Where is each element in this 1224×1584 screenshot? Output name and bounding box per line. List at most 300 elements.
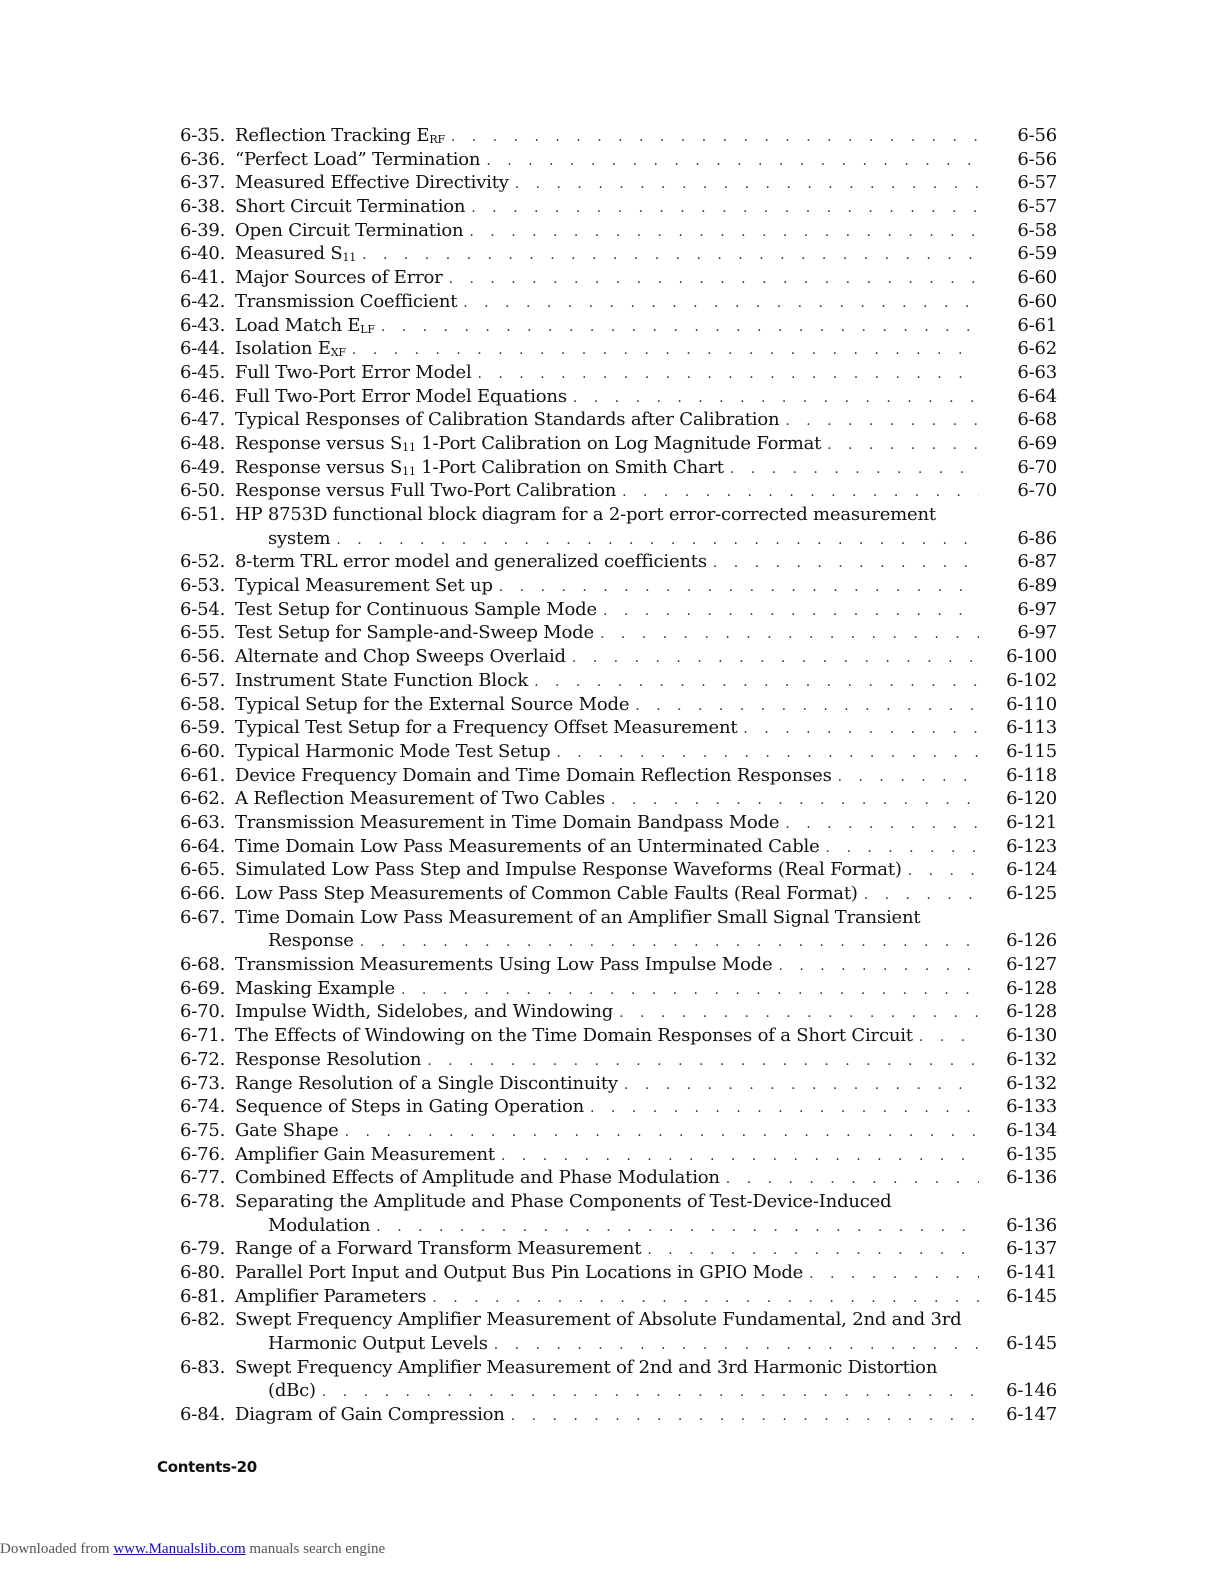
- figure-title-text: Response Resolution: [235, 1048, 422, 1070]
- dot-leader: [713, 552, 979, 576]
- toc-entry[interactable]: [180, 1261, 1057, 1285]
- toc-entry[interactable]: [180, 1403, 1057, 1427]
- figure-title-continuation: (dBc): [268, 1380, 316, 1402]
- page-number: 6-87: [1017, 551, 1057, 573]
- figure-title-text: Short Circuit Termination: [235, 196, 466, 218]
- dot-leader: [785, 813, 979, 837]
- figure-title-text: Transmission Coefficient: [235, 290, 458, 312]
- toc-entry[interactable]: [180, 195, 1057, 219]
- toc-entry[interactable]: [180, 290, 1057, 314]
- figure-title: [235, 574, 499, 598]
- page-number: 6-70: [1017, 480, 1057, 502]
- dot-leader: [401, 979, 979, 1003]
- figure-title-text: Alternate and Chop Sweeps Overlaid: [235, 646, 566, 668]
- figure-number: 6-46.: [180, 385, 226, 407]
- figure-title-subscript: 11: [402, 464, 416, 478]
- figure-title: [235, 195, 471, 219]
- toc-entry[interactable]: [180, 1308, 1057, 1355]
- dot-leader: [556, 742, 979, 766]
- dot-leader: [511, 1405, 979, 1429]
- figure-title: [235, 408, 785, 432]
- page-number: 6-134: [1006, 1119, 1057, 1141]
- toc-entry[interactable]: [180, 858, 1057, 882]
- dot-leader: [534, 671, 979, 695]
- figure-number: 6-43.: [180, 314, 226, 336]
- toc-entry[interactable]: [180, 598, 1057, 622]
- dot-leader: [726, 1168, 979, 1192]
- figure-number: 6-51.: [180, 504, 226, 525]
- page-number: 6-126: [1006, 930, 1057, 952]
- figure-number: 6-82.: [180, 1309, 226, 1331]
- page-number: 6-128: [1006, 1001, 1057, 1023]
- page-number: 6-120: [1006, 788, 1057, 810]
- page-number: 6-125: [1006, 883, 1057, 904]
- page-number: 6-132: [1006, 1048, 1057, 1070]
- dot-leader: [432, 1287, 979, 1311]
- page-number: 6-137: [1006, 1238, 1057, 1260]
- page-number: 6-146: [1006, 1380, 1057, 1402]
- figure-title-text: Range Resolution of a Single Discontinuity: [235, 1072, 618, 1094]
- figure-title-subscript: LF: [360, 322, 375, 336]
- figure-number: 6-36.: [180, 148, 226, 170]
- page-number: 6-133: [1006, 1096, 1057, 1118]
- page-number: 6-136: [1006, 1167, 1057, 1189]
- toc-entry[interactable]: [180, 408, 1057, 432]
- dot-leader: [501, 1145, 979, 1169]
- figure-number: 6-55.: [180, 622, 226, 644]
- figure-title: [235, 977, 401, 1001]
- figure-title: [235, 1285, 432, 1309]
- figure-title-continuation: system: [268, 527, 331, 549]
- figure-title: [235, 787, 611, 811]
- figure-number: 6-84.: [180, 1404, 226, 1426]
- dot-leader: [362, 244, 979, 268]
- page-number: 6-60: [1017, 290, 1057, 312]
- dot-leader: [635, 695, 979, 719]
- figure-title-text: Transmission Measurements Using Low Pass Impulse Mode: [235, 954, 773, 976]
- figure-number: 6-63.: [180, 811, 226, 833]
- dot-leader: [864, 884, 979, 908]
- figure-title: [235, 1119, 345, 1143]
- toc-entry[interactable]: [180, 1119, 1057, 1143]
- figure-number: 6-58.: [180, 693, 226, 715]
- toc-entry[interactable]: [180, 645, 1057, 669]
- page-number: 6-62: [1017, 338, 1057, 360]
- figure-title-text: Combined Effects of Amplitude and Phase Modulation: [235, 1167, 720, 1189]
- figure-number: 6-40.: [180, 243, 226, 265]
- figure-title: [235, 266, 449, 290]
- dot-leader: [471, 197, 979, 221]
- toc-entry[interactable]: [180, 716, 1057, 740]
- figure-title-text: HP 8753D functional block diagram for a 2-port error-corrected measurement: [235, 504, 936, 525]
- toc-entry[interactable]: [180, 835, 1057, 859]
- toc-entry[interactable]: [180, 882, 1057, 906]
- figure-number: 6-65.: [180, 859, 226, 881]
- figure-title: [235, 503, 942, 527]
- dot-leader: [600, 623, 979, 647]
- page-number: 6-135: [1006, 1143, 1057, 1165]
- figure-title: [235, 1308, 967, 1332]
- toc-entry[interactable]: [180, 1237, 1057, 1261]
- page-number: 6-110: [1006, 693, 1057, 715]
- dot-leader: [590, 1097, 979, 1121]
- page-number: 6-97: [1017, 598, 1057, 620]
- page-number: 6-136: [1006, 1214, 1057, 1236]
- figure-title: [235, 1237, 647, 1261]
- page-number: 6-115: [1006, 740, 1057, 762]
- figure-number: 6-53.: [180, 575, 226, 597]
- figure-title: [235, 290, 463, 314]
- toc-entry[interactable]: [180, 764, 1057, 788]
- figure-title-text: Major Sources of Error: [235, 267, 443, 289]
- figure-title: [235, 171, 515, 195]
- figure-title-subscript: 11: [402, 440, 416, 454]
- figure-number: 6-79.: [180, 1238, 226, 1260]
- page-number: 6-56: [1017, 125, 1057, 146]
- page-number: 6-57: [1017, 172, 1057, 194]
- page-number: 6-121: [1006, 811, 1057, 833]
- toc-entry[interactable]: [180, 1356, 1057, 1403]
- dot-leader: [449, 268, 979, 292]
- dot-leader: [619, 1002, 979, 1026]
- figure-number: 6-37.: [180, 172, 226, 194]
- toc-entry[interactable]: [180, 953, 1057, 977]
- dot-leader: [322, 1381, 979, 1405]
- page-number: 6-100: [1006, 646, 1057, 668]
- figure-title-text: Full Two-Port Error Model Equations: [235, 385, 567, 407]
- dot-leader: [838, 766, 979, 790]
- figure-number: 6-60.: [180, 740, 226, 762]
- page-number: 6-130: [1006, 1025, 1057, 1047]
- figure-number: 6-76.: [180, 1143, 226, 1165]
- figure-number: 6-72.: [180, 1048, 226, 1070]
- toc-entry[interactable]: [180, 385, 1057, 409]
- figure-number: 6-70.: [180, 1001, 226, 1023]
- figure-number: 6-48.: [180, 432, 226, 454]
- toc-entry[interactable]: [180, 574, 1057, 598]
- toc-entry[interactable]: [180, 242, 1057, 266]
- figure-title-continuation: Harmonic Output Levels: [268, 1333, 488, 1355]
- figure-title: [235, 219, 469, 243]
- page-number: 6-113: [1006, 717, 1057, 739]
- figure-title-text: Diagram of Gain Compression: [235, 1404, 505, 1426]
- figure-title-text: Separating the Amplitude and Phase Components of Test-Device-Induced: [235, 1190, 892, 1212]
- figure-title-text: Masking Example: [235, 977, 395, 999]
- figure-title: [235, 124, 451, 148]
- page-number: 6-64: [1017, 385, 1057, 407]
- page-number: 6-63: [1017, 361, 1057, 383]
- figure-title-text: Impulse Width, Sidelobes, and Windowing: [235, 1001, 614, 1023]
- figure-title: [235, 550, 713, 574]
- figure-number: 6-47.: [180, 409, 226, 431]
- figure-title-subscript: RF: [429, 133, 445, 146]
- toc-entry[interactable]: [180, 740, 1057, 764]
- figure-title-text: Open Circuit Termination: [235, 219, 464, 241]
- figure-number: 6-54.: [180, 598, 226, 620]
- figure-title: [235, 1166, 726, 1190]
- figure-number: 6-80.: [180, 1262, 226, 1283]
- toc-entry[interactable]: [180, 266, 1057, 290]
- figure-number: 6-52.: [180, 551, 226, 573]
- figure-title: [235, 148, 486, 172]
- toc-entry[interactable]: [180, 432, 1057, 456]
- toc-entry[interactable]: [180, 811, 1057, 835]
- figure-number: 6-42.: [180, 290, 226, 312]
- figure-title-text: Swept Frequency Amplifier Measurement of Absolute Fundamental, 2nd and 3rd: [235, 1309, 962, 1331]
- toc-entry[interactable]: [180, 361, 1057, 385]
- manualslib-link[interactable]: www.Manualslib.com: [113, 1541, 246, 1557]
- page-number: 6-58: [1017, 219, 1057, 241]
- figure-title: [235, 361, 478, 385]
- toc-entry[interactable]: [180, 148, 1057, 172]
- dot-leader: [463, 292, 979, 316]
- page-number: 6-89: [1017, 575, 1057, 597]
- toc-entry[interactable]: [180, 1285, 1057, 1309]
- figure-number: 6-38.: [180, 196, 226, 218]
- toc-entry[interactable]: [180, 1072, 1057, 1096]
- page-number: 6-68: [1017, 409, 1057, 431]
- page-number: 6-69: [1017, 432, 1057, 454]
- figure-title-subscript: XF: [330, 346, 346, 360]
- dot-leader: [624, 1074, 979, 1098]
- toc-entry[interactable]: [180, 314, 1057, 338]
- page-number: 6-56: [1017, 148, 1057, 170]
- dot-leader: [494, 1334, 979, 1358]
- toc-entry[interactable]: [180, 171, 1057, 195]
- download-notice: [0, 1541, 385, 1558]
- figure-title: [235, 858, 908, 882]
- figure-title: [235, 811, 785, 835]
- figure-title: [235, 1261, 809, 1285]
- figure-number: 6-49.: [180, 456, 226, 478]
- figure-title: [235, 621, 600, 645]
- figure-title-text: Measured S: [235, 243, 343, 265]
- toc-entry[interactable]: [180, 693, 1057, 717]
- figure-number: 6-61.: [180, 764, 226, 786]
- figure-title: [235, 432, 827, 456]
- figure-title: [235, 598, 603, 622]
- figure-title-text: Sequence of Steps in Gating Operation: [235, 1096, 585, 1118]
- figure-title-continuation: Modulation: [268, 1214, 371, 1236]
- figure-number: 6-68.: [180, 954, 226, 976]
- toc-entry[interactable]: [180, 977, 1057, 1001]
- figure-title: [235, 242, 362, 266]
- toc-entry[interactable]: [180, 219, 1057, 243]
- figure-number: 6-71.: [180, 1025, 226, 1047]
- page-number: 6-59: [1017, 243, 1057, 265]
- figure-title-text: Amplifier Parameters: [235, 1285, 427, 1307]
- figure-number: 6-41.: [180, 267, 226, 289]
- dot-leader: [622, 481, 979, 505]
- figure-number: 6-66.: [180, 883, 226, 904]
- figure-title: [235, 1190, 897, 1214]
- figure-title-text: Time Domain Low Pass Measurement of an Amplifier Small Signal Transient: [235, 906, 921, 928]
- figure-title-text: Gate Shape: [235, 1119, 339, 1141]
- figure-title-text: Typical Harmonic Mode Test Setup: [235, 740, 551, 762]
- dot-leader: [743, 718, 979, 742]
- figure-title-text: Full Two-Port Error Model: [235, 361, 472, 383]
- figure-title-text: Parallel Port Input and Output Bus Pin Locations in GPIO Mode: [235, 1262, 804, 1283]
- page-number: 6-61: [1017, 314, 1057, 336]
- figure-title-text: Isolation E: [235, 338, 331, 360]
- toc-entry[interactable]: [180, 337, 1057, 361]
- figure-number: 6-74.: [180, 1096, 226, 1118]
- download-prefix: Downloaded from: [0, 1541, 110, 1557]
- toc-entry[interactable]: [180, 1095, 1057, 1119]
- figure-title-text: Reflection Tracking E: [235, 125, 430, 146]
- figure-title-continuation: Response: [268, 930, 354, 952]
- dot-leader: [908, 860, 979, 884]
- dot-leader: [515, 173, 979, 197]
- figure-title-text: Typical Setup for the External Source Mode: [235, 693, 630, 715]
- figure-title: [235, 1000, 619, 1024]
- page-number: 6-97: [1017, 622, 1057, 644]
- figure-title: [235, 456, 730, 480]
- figure-title: [235, 337, 352, 361]
- dot-leader: [785, 410, 979, 434]
- figure-title-text: Swept Frequency Amplifier Measurement of 2nd and 3rd Harmonic Distortion: [235, 1356, 938, 1378]
- dot-leader: [809, 1263, 979, 1287]
- download-suffix: manuals search engine: [249, 1541, 386, 1557]
- dot-leader: [381, 316, 979, 340]
- figure-title-text: Typical Test Setup for a Frequency Offset Measurement: [235, 717, 738, 739]
- figure-number: 6-64.: [180, 835, 226, 857]
- figure-number: 6-56.: [180, 646, 226, 668]
- dot-leader: [572, 647, 979, 671]
- toc-entry[interactable]: [180, 1143, 1057, 1167]
- figure-title: [235, 1143, 501, 1167]
- figure-number: 6-59.: [180, 717, 226, 739]
- figure-title: [235, 740, 556, 764]
- figure-number: 6-50.: [180, 480, 226, 502]
- figure-number: 6-75.: [180, 1119, 226, 1141]
- dot-leader: [486, 150, 979, 174]
- figure-title: [235, 1024, 919, 1048]
- toc-entry[interactable]: [180, 1000, 1057, 1024]
- toc-entry[interactable]: [180, 787, 1057, 811]
- page-number: 6-118: [1006, 764, 1057, 786]
- figure-title-text: Typical Measurement Set up: [235, 575, 493, 597]
- dot-leader: [345, 1121, 979, 1145]
- figure-title-text: Response versus Full Two-Port Calibration: [235, 480, 617, 502]
- toc-entry[interactable]: [180, 124, 1057, 148]
- figure-title-text: Measured Effective Directivity: [235, 172, 509, 194]
- dot-leader: [573, 387, 979, 411]
- figure-title: [235, 385, 573, 409]
- figure-number: 6-78.: [180, 1190, 226, 1212]
- figure-title-text: Instrument State Function Block: [235, 669, 529, 691]
- figure-title: [235, 835, 826, 859]
- page-number: 6-60: [1017, 267, 1057, 289]
- toc-entry[interactable]: [180, 550, 1057, 574]
- toc-entry[interactable]: [180, 1190, 1057, 1237]
- page-number: 6-70: [1017, 456, 1057, 478]
- figure-number: 6-39.: [180, 219, 226, 241]
- dot-leader: [499, 576, 979, 600]
- figure-number: 6-44.: [180, 338, 226, 360]
- figure-title-text: Simulated Low Pass Step and Impulse Response Waveforms (Real Format): [235, 859, 902, 881]
- figure-title: [235, 1356, 943, 1380]
- figure-number: 6-69.: [180, 977, 226, 999]
- figure-title-text: Test Setup for Continuous Sample Mode: [235, 598, 597, 620]
- figure-title-text: The Effects of Windowing on the Time Domain Responses of a Short Circuit: [235, 1025, 913, 1047]
- dot-leader: [376, 1216, 979, 1240]
- figure-title: [235, 716, 743, 740]
- page-number: 6-57: [1017, 196, 1057, 218]
- page-number: 6-141: [1006, 1262, 1057, 1283]
- figure-title-text: Low Pass Step Measurements of Common Cable Faults (Real Format): [235, 883, 858, 904]
- page-number: 6-123: [1006, 835, 1057, 857]
- toc-entry[interactable]: [180, 456, 1057, 480]
- toc-entry[interactable]: [180, 479, 1057, 503]
- figure-number: 6-73.: [180, 1072, 226, 1094]
- toc-entry[interactable]: [180, 906, 1057, 953]
- dot-leader: [469, 221, 979, 245]
- toc-entry[interactable]: [180, 1166, 1057, 1190]
- dot-leader: [352, 339, 979, 363]
- figure-title-text: Response versus S: [235, 456, 403, 478]
- figure-title-text-2: 1-Port Calibration on Log Magnitude Format: [415, 432, 822, 454]
- dot-leader: [778, 955, 979, 979]
- figure-title-text: A Reflection Measurement of Two Cables: [235, 788, 606, 810]
- figure-title: [235, 669, 534, 693]
- figure-number: 6-57.: [180, 669, 226, 691]
- figure-title-text: Transmission Measurement in Time Domain Bandpass Mode: [235, 811, 780, 833]
- dot-leader: [647, 1239, 979, 1263]
- page-number: 6-145: [1006, 1285, 1057, 1307]
- page-number: 6-132: [1006, 1072, 1057, 1094]
- figure-title-text: “Perfect Load” Termination: [235, 148, 481, 170]
- figure-title-text-2: 1-Port Calibration on Smith Chart: [415, 456, 724, 478]
- page-footer-label: Contents-20: [157, 1458, 257, 1476]
- toc-entry[interactable]: [180, 503, 1057, 550]
- dot-leader: [451, 126, 979, 150]
- figure-title-text: Response versus S: [235, 432, 403, 454]
- figure-number: 6-81.: [180, 1285, 226, 1307]
- figure-number: 6-77.: [180, 1167, 226, 1189]
- figure-title-text: Test Setup for Sample-and-Sweep Mode: [235, 622, 594, 644]
- figure-title: [235, 479, 622, 503]
- toc-entry[interactable]: [180, 1048, 1057, 1072]
- dot-leader: [360, 931, 979, 955]
- figure-title: [235, 1403, 511, 1427]
- toc-entry[interactable]: [180, 1024, 1057, 1048]
- page-number: 6-145: [1006, 1333, 1057, 1355]
- figure-title: [235, 1048, 427, 1072]
- figure-title-text: Time Domain Low Pass Measurements of an Unterminated Cable: [235, 835, 820, 857]
- table-of-figures: [180, 124, 1057, 1427]
- figure-title: [235, 764, 838, 788]
- dot-leader: [336, 529, 979, 553]
- page-number: 6-124: [1006, 859, 1057, 881]
- figure-title: [235, 906, 926, 930]
- dot-leader: [826, 837, 979, 861]
- figure-title: [235, 693, 635, 717]
- figure-title-text: Typical Responses of Calibration Standards after Calibration: [235, 409, 780, 431]
- toc-entry[interactable]: [180, 621, 1057, 645]
- figure-title: [235, 645, 572, 669]
- dot-leader: [919, 1026, 979, 1050]
- dot-leader: [611, 789, 979, 813]
- figure-number: 6-45.: [180, 361, 226, 383]
- figure-title-text: Load Match E: [235, 314, 361, 336]
- dot-leader: [827, 434, 979, 458]
- figure-title-text: Device Frequency Domain and Time Domain Reflection Responses: [235, 764, 832, 786]
- figure-title-text: Range of a Forward Transform Measurement: [235, 1238, 642, 1260]
- dot-leader: [603, 600, 979, 624]
- page-number: 6-102: [1006, 669, 1057, 691]
- toc-entry[interactable]: [180, 669, 1057, 693]
